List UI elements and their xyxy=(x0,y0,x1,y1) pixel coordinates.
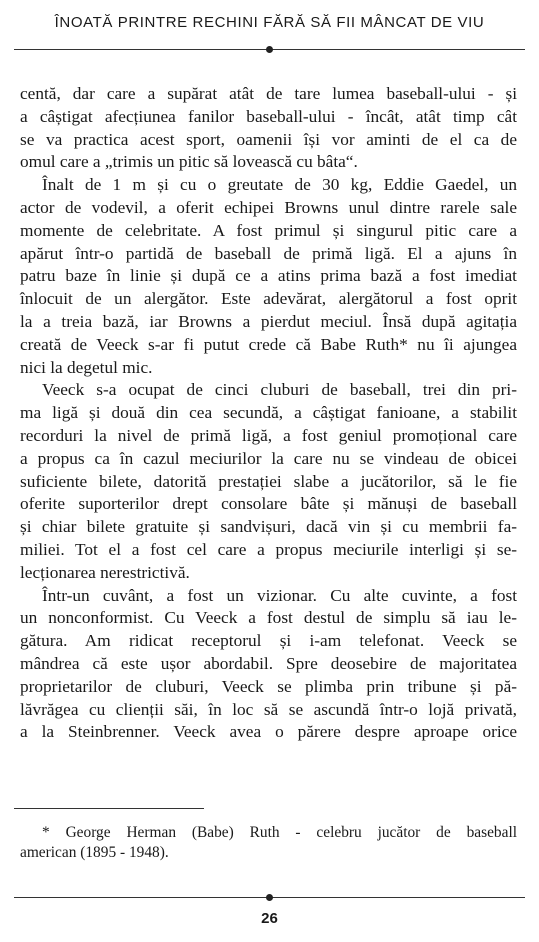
footnote-divider xyxy=(14,808,204,809)
footer-divider xyxy=(14,893,525,903)
text-line: proprietarilor de cluburi, Veeck se plimba prin tribune și pă- xyxy=(20,676,517,696)
header-divider-dot xyxy=(266,46,273,53)
text-line: Înalt de 1 m și cu o greutate de 30 kg, Eddie Gaedel, un xyxy=(42,175,517,195)
text-line: oferite suporterilor drept consolare bâte și mănuși de baseball xyxy=(20,494,517,514)
text-line: lecționarea nerestrictivă. xyxy=(20,562,190,582)
text-line: patru baze în linie și după ce a atins prima bază a fost imediat xyxy=(20,266,517,286)
text-line: ma ligă și două din cea secundă, a câștigat fanioane, a stabilit xyxy=(20,403,517,423)
text-line: a la Steinbrenner. Veeck avea o părere despre aproape orice xyxy=(20,722,517,742)
footer-divider-dot xyxy=(266,894,273,901)
text-line: nici la degetul mic. xyxy=(20,357,153,377)
text-line: înlocuit de un alergător. Este adevărat, alergătorul a fost oprit xyxy=(20,289,517,309)
text-line: Veeck s-a ocupat de cinci cluburi de baseball, trei din pri- xyxy=(42,380,517,400)
text-line: se va practica acest sport, oamenii își vor aminti de el ca de xyxy=(20,129,517,149)
text-line: momente de celebritate. A fost primul și singurul pitic care a xyxy=(20,220,517,240)
text-line: mândrea că este ușor abordabil. Spre deosebire de majoritatea xyxy=(20,653,517,673)
text-line: suficiente bilete, datorită prestației slabe a jucătorilor, să le fie xyxy=(20,471,517,491)
text-line: la a treia bază, iar Browns a pierdut meciul. Însă după agitația xyxy=(20,311,517,331)
body-text xyxy=(20,83,517,744)
footnote-line: * George Herman (Babe) Ruth - celebru jucător de baseball xyxy=(42,824,517,841)
text-line: a câștigat afecțiunea fanilor baseball-ului - încât, atât timp cât xyxy=(20,106,517,126)
page-number: 26 xyxy=(261,910,278,927)
text-line: recorduri la nivel de primă ligă, a fost geniul promoțional care xyxy=(20,425,517,445)
text-line: centă, dar care a supărat atât de tare lumea baseball-ului - și xyxy=(20,84,517,103)
text-line: actor de vodevil, a oferit echipei Browns unul dintre rarele sale xyxy=(20,197,517,217)
text-line: miliei. Tot el a fost cel care a propus meciurile interligi și se- xyxy=(20,539,517,559)
text-line: și chiar bilete gratuite și sandvișuri, dacă vin și cu membrii fa- xyxy=(20,517,517,537)
text-line: un nonconformist. Cu Veeck a fost destul de simplu să iau le- xyxy=(20,608,517,628)
text-line: a propus ca în cazul meciurilor la care nu se vindeau de obicei xyxy=(20,448,517,468)
footnote xyxy=(20,823,517,863)
footnote-line: american (1895 - 1948). xyxy=(20,844,169,861)
header-divider xyxy=(14,45,525,55)
text-line: Într-un cuvânt, a fost un vizionar. Cu alte cuvinte, a fost xyxy=(42,585,517,605)
text-line: creată de Veeck s-ar fi putut crede că Babe Ruth* nu îi ajungea xyxy=(20,334,517,354)
text-line: lăvrăgea cu clienții săi, în loc să se ascundă într-o lojă privată, xyxy=(20,699,517,719)
text-line: apărut într-o partidă de baseball de primă ligă. El a ajuns în xyxy=(20,243,517,263)
text-line: omul care a „trimis un pitic să lovească cu bâta“. xyxy=(20,152,358,172)
text-line: gătura. Am ridicat receptorul și i-am telefonat. Veeck se xyxy=(20,631,517,651)
running-header: ÎNOATĂ PRINTRE RECHINI FĂRĂ SĂ FII MÂNCAT DE VIU xyxy=(54,14,485,31)
